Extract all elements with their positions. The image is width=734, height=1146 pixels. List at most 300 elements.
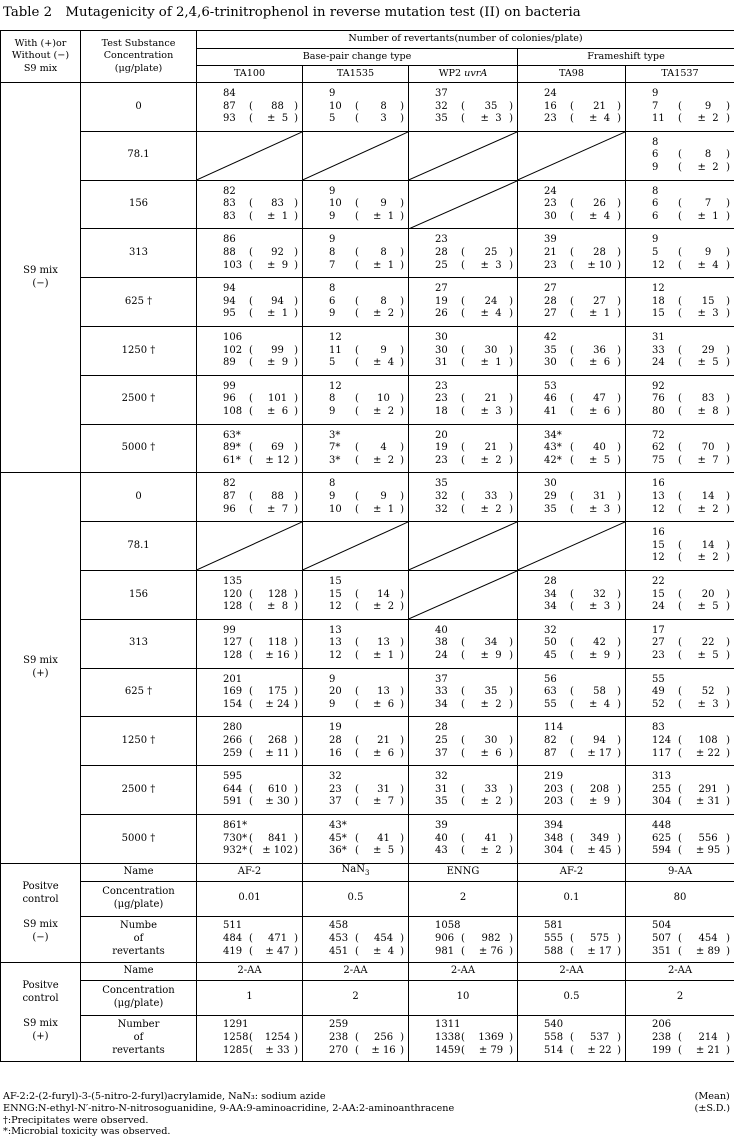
plate-count: 861* [223,819,248,831]
data-cell: 27 28 ( 27 ) 27 ( ± 1 ) [518,278,626,327]
plate-count: 46 [544,393,557,405]
plate-count: 453 [329,932,349,944]
plate-count: 154 [223,698,243,710]
plate-count: 270 [329,1044,349,1056]
plate-count: 30 [544,357,557,369]
data-cell: 99 96 ( 101 ) 108 ( ± 6 ) [197,375,303,424]
plate-count: 5 [329,113,336,125]
plate-count: 27 [544,308,557,320]
data-cell: 201 169 ( 175 ) 154 ( ± 24 ) [197,668,303,717]
data-cell: 458 453 ( 454 ) 451 ( ± 4 ) [303,916,409,962]
plate-count: 9 [652,88,659,99]
sd-value: ± 3 [480,405,502,417]
data-cell: 1291 1258 ( 1254 ) 1285 ( ± 33 ) [197,1015,303,1061]
plate-count: 28 [544,575,557,587]
mean-value: 94 [593,734,606,746]
plate-count: 5 [329,357,336,369]
mean-value: 29 [701,344,715,356]
plate-count: 43* [329,819,347,831]
plate-count: 21 [544,246,557,258]
data-cell: 12 11 ( 9 ) 5 ( ± 4 ) [303,326,409,375]
sd-value: ± 31 [695,796,721,808]
plate-count: 42* [544,454,562,466]
plate-count: 99 [223,624,236,636]
plate-count: 135 [223,575,243,587]
mean-value: 8 [380,246,387,258]
sd-value: ± 12 [265,454,290,466]
sd-value: ± 33 [265,1044,290,1056]
plate-count: 95 [223,308,236,320]
revertants-label [81,1015,197,1061]
plate-count: 61* [223,454,241,466]
mean-value: 454 [374,932,394,944]
sd-value: ± 4 [588,113,611,125]
data-cell: 32 31 ( 33 ) 35 ( ± 2 ) [409,766,518,815]
positive-substance: 9-AA [626,863,734,881]
data-cell: 28 25 ( 30 ) 37 ( ± 6 ) [409,717,518,766]
data-cell: 135 120 ( 128 ) 128 ( ± 8 ) [197,570,303,619]
plate-count: 419 [223,945,243,957]
plate-count: 45* [329,832,347,844]
plate-count: 94 [223,283,236,295]
plate-count: 12 [652,503,665,515]
table-title: Table 2 Mutagenicity of 2,4,6-trinitrophenol in reverse mutation test (II) on bacteria [3,5,581,20]
sd-value: ± 4 [697,259,719,271]
mean-value: 128 [268,588,288,600]
sd-value: ± 89 [695,945,721,957]
not-tested-cell [518,131,626,180]
s9-header-line: With (+)or [14,37,67,49]
plate-count: 86 [223,234,236,246]
data-cell: 86 88 ( 92 ) 103 ( ± 9 ) [197,229,303,278]
plate-count: 1459 [435,1044,461,1056]
conc-header-line: Test Substance [101,37,176,49]
sd-value: ± 10 [587,259,612,271]
plate-count: 63 [544,686,557,698]
plate-count: 31 [652,331,665,343]
plate-count: 43* [544,442,562,454]
plate-count: 206 [652,1019,672,1031]
plate-count: 9 [329,698,336,710]
plate-count: 16 [652,527,665,539]
plate-count: 13 [329,637,342,649]
s9-label-line: (−) [32,277,49,289]
plate-count: 83 [223,210,236,222]
plate-count: 199 [652,1044,672,1056]
mean-value: 25 [484,246,498,258]
plate-count: 27 [435,283,448,295]
plate-count: 34 [435,698,448,710]
plate-count: 32 [435,490,448,502]
strain-header: TA98 [518,66,626,83]
plate-count: 906 [435,932,455,944]
data-cell: 280 266 ( 268 ) 259 ( ± 11 ) [197,717,303,766]
plate-count: 30 [435,331,448,343]
num-label-line: of [133,932,144,944]
positive-control-label [1,962,81,1061]
mean-value: 33 [484,783,498,795]
mean-value: 1369 [478,1031,504,1043]
mean-value: 41 [484,832,498,844]
concentration-value: 5000 † [81,424,197,473]
data-cell: 1058 906 ( 982 ) 981 ( ± 76 ) [409,916,518,962]
plate-count: 23 [435,454,448,466]
plate-count: 351 [652,945,672,957]
plate-count: 7 [329,259,336,271]
footnotes [3,1091,454,1138]
not-tested-cell [197,131,303,180]
plate-count: 32 [435,100,448,112]
plate-count: 106 [223,331,243,343]
plate-count: 25 [435,734,448,746]
sd-value: ± 1 [372,503,395,515]
concentration-label [81,881,197,916]
plate-count: 15 [652,308,665,320]
plate-count: 511 [223,920,243,932]
mean-value: 454 [698,932,718,944]
concentration-value: 0 [81,83,197,132]
sd-value: ± 4 [480,308,502,320]
sd-value: ± 3 [588,601,611,613]
plate-count: 37 [435,673,448,685]
mean-value: 47 [593,393,606,405]
not-tested-cell [303,131,409,180]
sd-value: ± 102 [262,845,293,857]
plate-count: 591 [223,796,243,808]
concentration-value: 2500 † [81,766,197,815]
plate-count: 348 [544,832,564,844]
plate-count: 23 [544,259,557,271]
mean-value: 31 [593,490,606,502]
mean-value: 7 [704,198,712,210]
plate-count: 108 [223,405,243,417]
plate-count: 33 [652,344,665,356]
concentration-value: 625 † [81,668,197,717]
plate-count: 96 [223,503,236,515]
mean-value: 291 [698,783,718,795]
mean-value: 35 [484,100,498,112]
mean-value: 175 [268,686,288,698]
pc-label-line: (−) [32,931,49,943]
mean-value: 471 [268,932,288,944]
positive-substance: 2-AA [409,962,518,980]
plate-count: 458 [329,920,349,932]
plate-count: 24 [544,185,557,197]
num-label-line: revertants [112,1044,165,1056]
mean-value: 118 [268,637,288,649]
plate-count: 30 [544,210,557,222]
concentration-value: 313 [81,229,197,278]
mean-value: 31 [377,783,390,795]
plate-count: 448 [652,819,672,831]
sd-value: ± 2 [480,698,502,710]
plate-count: 42 [544,331,557,343]
positive-substance: 2-AA [626,962,734,980]
sd-value: ± 1 [697,210,719,222]
sd-value: ± 16 [371,1044,396,1056]
plate-count: 451 [329,945,349,957]
plate-count: 16 [329,747,342,759]
mean-value: 34 [484,637,498,649]
revertants-header: Number of revertants(number of colonies/plate) [197,31,734,49]
plate-count: 19 [329,722,342,734]
sd-value: ± 4 [372,945,395,957]
plate-count: 30 [435,344,448,356]
plate-count: 128 [223,601,243,613]
sd-value: ± 76 [478,945,504,957]
sd-value: ± 2 [372,308,395,320]
plate-count: 88 [223,246,236,258]
plate-count: 84 [223,88,236,99]
sd-value: ± 9 [588,796,611,808]
plate-count: 280 [223,722,243,734]
plate-count: 8 [329,283,336,295]
mean-value: 21 [484,393,498,405]
conc-label-line: Concentration [102,886,175,898]
data-cell: 24 16 ( 21 ) 23 ( ± 4 ) [518,83,626,132]
concentration-value: 78.1 [81,131,197,180]
plate-count: 9 [329,185,336,197]
plate-count: 35 [544,344,557,356]
plate-count: 94 [223,295,236,307]
mean-value: 214 [698,1031,718,1043]
positive-concentration: 0.5 [303,881,409,916]
plate-count: 13 [652,490,665,502]
data-cell: 63* 89* ( 69 ) 61* ( ± 12 ) [197,424,303,473]
data-cell: 448 625 ( 556 ) 594 ( ± 95 ) [626,814,734,863]
mean-value: 30 [484,344,498,356]
positive-substance: 2-AA [303,962,409,980]
plate-count: 9 [652,234,659,246]
plate-count: 41 [544,405,557,417]
concentration-value: 78.1 [81,522,197,571]
plate-count: 120 [223,588,243,600]
s9-header [1,31,81,83]
sd-value: ± 5 [588,454,611,466]
data-cell: 39 21 ( 28 ) 23 ( ± 10 ) [518,229,626,278]
mean-value: 14 [377,588,390,600]
plate-count: 6 [652,210,659,222]
sd-value: ± 2 [372,601,395,613]
sd-value: ± 2 [480,796,502,808]
base-pair-header: Base-pair change type [197,49,518,66]
mean-value: 41 [377,832,390,844]
data-cell: 20 19 ( 21 ) 23 ( ± 2 ) [409,424,518,473]
footnote: AF-2:2-(2-furyl)-3-(5-nitro-2-furyl)acrylamide, NaN₃: sodium azide [3,1091,326,1102]
sd-value: ± 6 [480,747,502,759]
strain-italic: uvrA [464,67,488,79]
mean-value: 13 [377,637,390,649]
data-cell: 511 484 ( 471 ) 419 ( ± 47 ) [197,916,303,962]
data-cell: 1311 1338 ( 1369 ) 1459 ( ± 79 ) [409,1015,518,1061]
frameshift-header: Frameshift type [518,49,734,66]
plate-count: 24 [652,601,665,613]
pc-label-line: S9 mix [23,919,58,931]
name-label: Name [81,962,197,980]
plate-count: 12 [329,601,342,613]
name-label: Name [81,863,197,881]
num-label-line: of [133,1031,144,1043]
data-cell: 37 32 ( 35 ) 35 ( ± 3 ) [409,83,518,132]
plate-count: 83 [652,722,665,734]
data-cell: 22 15 ( 20 ) 24 ( ± 5 ) [626,570,734,619]
sd-value: 3 [380,113,387,125]
data-cell: 3* 7* ( 4 ) 3* ( ± 2 ) [303,424,409,473]
plate-count: 33 [435,686,448,698]
plate-count: 555 [544,932,564,944]
data-cell: 39 40 ( 41 ) 43 ( ± 2 ) [409,814,518,863]
plate-count: 26 [435,308,448,320]
sd-value: ± 5 [697,601,719,613]
plate-count: 12 [652,283,665,295]
data-cell: 9 10 ( 8 ) 5 ( 3 ) [303,83,409,132]
mean-value: 26 [593,198,606,210]
data-cell: 37 33 ( 35 ) 34 ( ± 2 ) [409,668,518,717]
plate-count: 20 [329,686,342,698]
sd-value: ± 3 [697,698,719,710]
data-cell: 8 9 ( 9 ) 10 ( ± 1 ) [303,473,409,522]
data-cell: 15 15 ( 14 ) 12 ( ± 2 ) [303,570,409,619]
mean-value: 30 [484,734,498,746]
s9-header-line: S9 mix [23,62,58,74]
legend [694,1091,730,1115]
sd-value: ± 9 [588,649,611,661]
mean-value: 8 [704,149,712,161]
mean-value: 841 [268,832,288,844]
plate-count: 169 [223,686,243,698]
sd-value: ± 21 [695,1044,721,1056]
mean-value: 20 [701,588,715,600]
plate-count: 304 [544,845,564,857]
plate-count: 37 [435,88,448,99]
pc-label-line: S9 mix [23,1018,58,1030]
not-tested-cell [409,522,518,571]
pc-label-line: (+) [32,1030,49,1042]
plate-count: 11 [329,344,342,356]
plate-count: 23 [435,393,448,405]
data-cell: 56 63 ( 58 ) 55 ( ± 4 ) [518,668,626,717]
data-table [0,30,734,1062]
plate-count: 96 [223,393,236,405]
data-cell: 82 83 ( 83 ) 83 ( ± 1 ) [197,180,303,229]
mean-value: 40 [593,442,606,454]
pc-label-line: control [22,992,59,1004]
plate-count: 24 [652,357,665,369]
mean-value: 22 [701,637,715,649]
plate-count: 1285 [223,1044,249,1056]
data-cell: 23 23 ( 21 ) 18 ( ± 3 ) [409,375,518,424]
sd-value: ± 1 [372,210,395,222]
plate-count: 10 [329,100,342,112]
mean-value: 256 [374,1031,394,1043]
plate-count: 19 [435,295,448,307]
sd-value: ± 79 [478,1044,504,1056]
concentration-value: 1250 † [81,326,197,375]
sd-value: ± 5 [697,357,719,369]
mean-value: 982 [481,932,501,944]
plate-count: 24 [435,649,448,661]
plate-count: 9 [329,210,336,222]
plate-count: 484 [223,932,243,944]
plate-count: 514 [544,1044,564,1056]
mean-value: 36 [593,344,606,356]
plate-count: 117 [652,747,672,759]
plate-count: 49 [652,686,665,698]
plate-count: 6 [652,149,659,161]
plate-count: 13 [329,624,342,636]
plate-count: 27 [652,637,665,649]
data-cell: 27 19 ( 24 ) 26 ( ± 4 ) [409,278,518,327]
mean-value: 94 [271,295,284,307]
sd-value: ± 8 [697,405,719,417]
mean-value: 70 [701,442,715,454]
sd-value: ± 8 [266,601,289,613]
sd-value: ± 4 [588,210,611,222]
data-cell: 42 35 ( 36 ) 30 ( ± 6 ) [518,326,626,375]
data-cell: 34* 43* ( 40 ) 42* ( ± 5 ) [518,424,626,473]
plate-count: 1291 [223,1019,249,1031]
concentration-label [81,980,197,1015]
plate-count: 80 [652,405,665,417]
sd-value: ± 22 [587,1044,612,1056]
plate-count: 32 [544,624,557,636]
conc-label-line: (μg/plate) [113,997,164,1009]
plate-count: 28 [435,722,448,734]
mean-value: 556 [698,832,718,844]
data-cell: 581 555 ( 575 ) 588 ( ± 17 ) [518,916,626,962]
plate-count: 23 [435,234,448,246]
positive-substance: AF-2 [197,863,303,881]
sd-value: ± 1 [480,357,502,369]
sd-value: ± 3 [480,259,502,271]
plate-count: 7 [652,100,659,112]
plate-count: 595 [223,771,243,783]
plate-count: 8 [329,246,336,258]
mean-value: 83 [701,393,715,405]
legend-sd: (±S.D.) [694,1102,730,1114]
sd-value: ± 2 [372,454,395,466]
conc-label-line: Concentration [102,985,175,997]
sd-value: ± 2 [697,113,719,125]
sd-value: ± 5 [372,845,395,857]
plate-count: 625 [652,832,672,844]
plate-count: 53 [544,380,557,392]
data-cell: 16 15 ( 14 ) 12 ( ± 2 ) [626,522,734,571]
mean-value: 1254 [264,1031,291,1043]
plate-count: 203 [544,796,564,808]
sd-value: ± 6 [588,405,611,417]
plate-count: 588 [544,945,564,957]
data-cell: 394 348 ( 349 ) 304 ( ± 45 ) [518,814,626,863]
data-cell: 35 32 ( 33 ) 32 ( ± 2 ) [409,473,518,522]
plate-count: 594 [652,845,672,857]
plate-count: 103 [223,259,243,271]
conc-header-line: Concentration [103,50,174,62]
mean-value: 88 [271,490,284,502]
conc-header-line: (μg/plate) [114,62,163,74]
data-cell: 31 33 ( 29 ) 24 ( ± 5 ) [626,326,734,375]
mean-value: 28 [593,246,606,258]
mean-value: 9 [704,246,712,258]
sd-value: ± 6 [372,747,395,759]
num-label-line: Numbe [120,920,157,932]
plate-count: 35 [435,113,448,125]
data-cell: 72 62 ( 70 ) 75 ( ± 7 ) [626,424,734,473]
sd-value: ± 5 [697,649,719,661]
sd-value: ± 4 [372,357,395,369]
data-cell: 9 10 ( 9 ) 9 ( ± 1 ) [303,180,409,229]
not-tested-cell [409,180,518,229]
